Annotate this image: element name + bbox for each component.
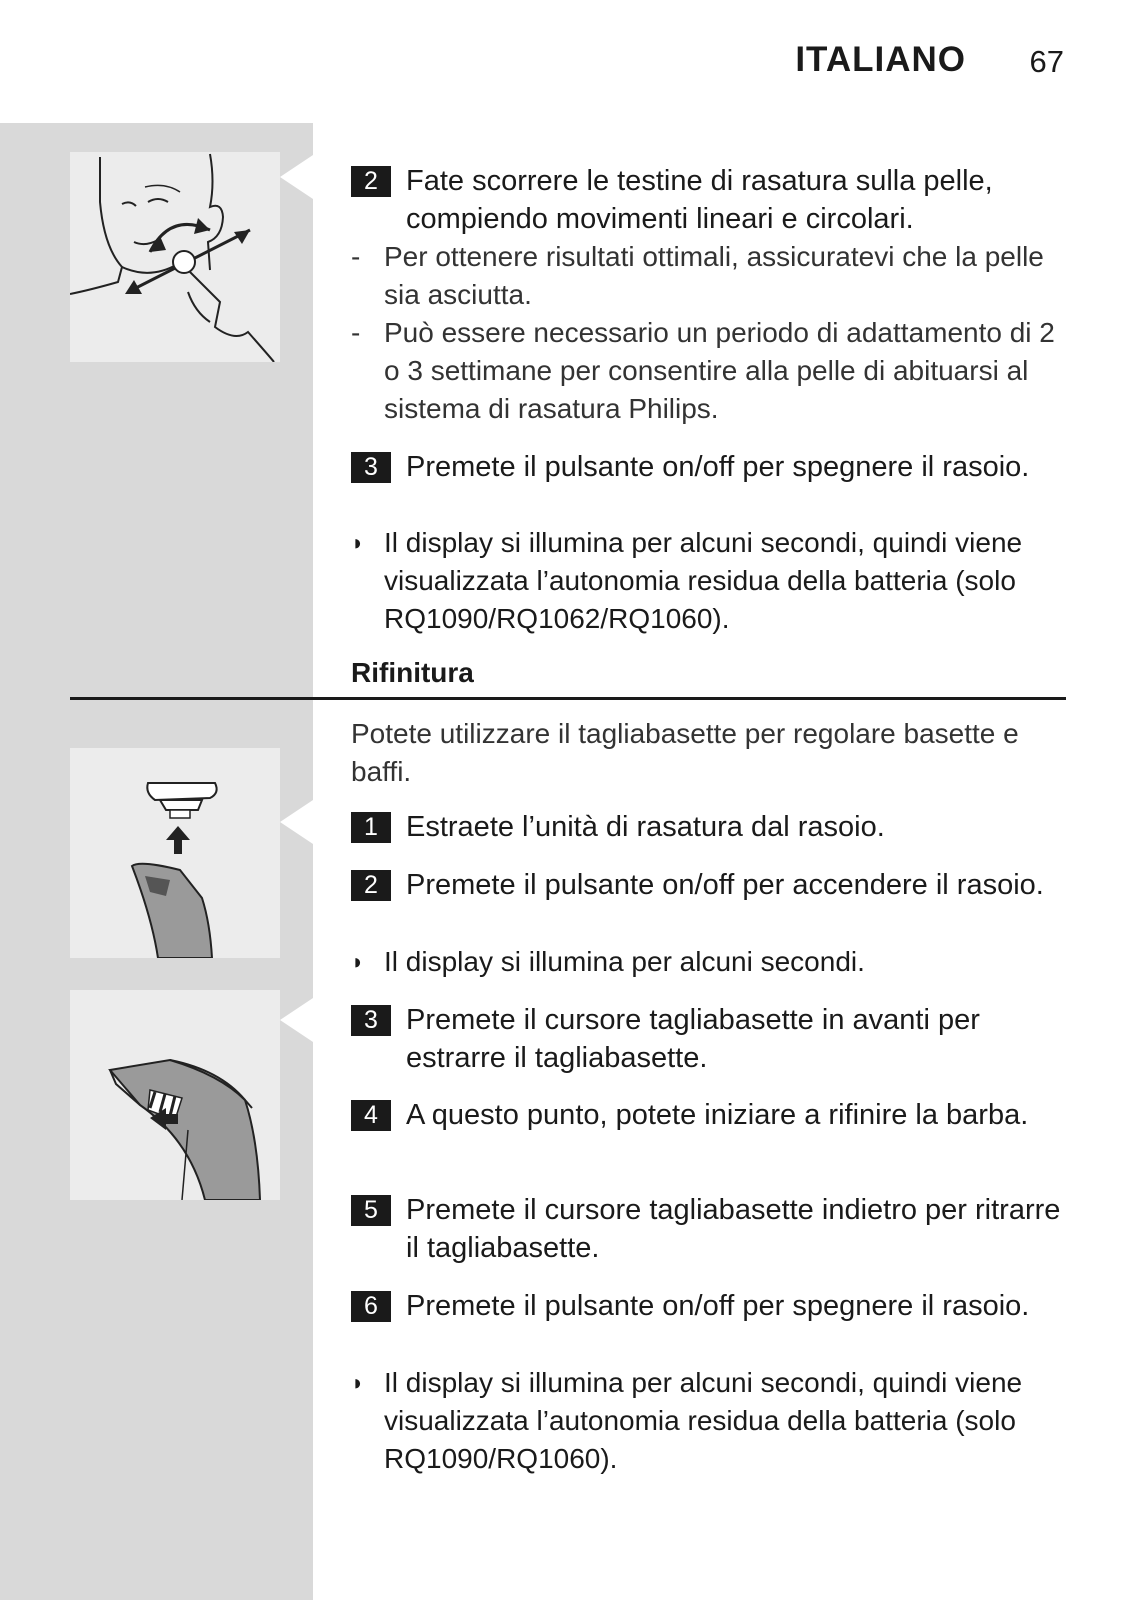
step-text: Premete il cursore tagliabasette in avanti per estrarre il tagliabasette. — [406, 1004, 980, 1074]
section-title: Rifinitura — [351, 657, 474, 688]
step-4-trim — [351, 1096, 1066, 1134]
step-number: 4 — [351, 1100, 391, 1131]
result-text: Il display si illumina per alcuni secondi, quindi viene visualizzata l’autonomia residua della batteria (solo RQ1090/RQ1060). — [384, 1367, 1023, 1474]
dash-mark: - — [351, 241, 361, 272]
step-5-retract-trimmer — [351, 1191, 1066, 1267]
step-number: 1 — [351, 812, 391, 843]
bullet-mark: ◗ — [351, 530, 365, 555]
step-number: 2 — [351, 870, 391, 901]
step-3-slide-trimmer — [351, 1001, 1066, 1077]
trimmer-slider-illustration — [70, 990, 280, 1200]
step-number: 5 — [351, 1195, 391, 1226]
figure-pointer — [280, 155, 313, 199]
step-text: Estraete l’unità di rasatura dal rasoio. — [406, 811, 885, 843]
step-1-remove-unit — [351, 808, 1066, 846]
tip-text: Può essere necessario un periodo di adattamento di 2 o 3 settimane per consentire alla pelle di abituarsi al sistema di rasatura Philips. — [384, 317, 1055, 424]
page-number: 67 — [1029, 44, 1064, 79]
step-text: Premete il cursore tagliabasette indietro per ritrarre il tagliabasette. — [406, 1194, 1061, 1264]
section-divider — [70, 697, 1066, 700]
step-text: Premete il pulsante on/off per accendere il rasoio. — [406, 869, 1044, 901]
step-number: 3 — [351, 1005, 391, 1036]
step-number: 3 — [351, 452, 391, 483]
bullet-mark: ◗ — [351, 1370, 365, 1395]
dash-mark: - — [351, 317, 361, 348]
language-label: ITALIANO — [795, 40, 966, 79]
step-2-shave — [351, 162, 1066, 238]
step-text: Premete il pulsante on/off per spegnere il rasoio. — [406, 1290, 1030, 1322]
step-3-switch-off — [351, 448, 1066, 486]
result-text: Il display si illumina per alcuni secondi, quindi viene visualizzata l’autonomia residua della batteria (solo RQ1090/RQ1062/RQ1060). — [384, 527, 1023, 634]
section-intro: Potete utilizzare il tagliabasette per regolare basette e baffi. — [351, 718, 1019, 787]
figure-pointer — [280, 998, 313, 1042]
tip-text: Per ottenere risultati ottimali, assicuratevi che la pelle sia asciutta. — [384, 241, 1044, 310]
tip-dry-skin — [351, 238, 1066, 314]
shaver-unit-drawing — [70, 748, 280, 958]
step-number: 6 — [351, 1291, 391, 1322]
result-display-battery-2 — [351, 1364, 1066, 1478]
result-text: Il display si illumina per alcuni secondi. — [384, 946, 865, 977]
figure-pointer — [280, 800, 313, 844]
step-text: Fate scorrere le testine di rasatura sulla pelle, compiendo movimenti lineari e circolari. — [406, 165, 993, 235]
step-6-switch-off — [351, 1287, 1066, 1325]
step-text: A questo punto, potete iniziare a rifinire la barba. — [406, 1099, 1029, 1131]
tip-adaptation — [351, 314, 1066, 428]
shaving-illustration — [70, 152, 280, 362]
step-2-switch-on — [351, 866, 1066, 904]
step-text: Premete il pulsante on/off per spegnere il rasoio. — [406, 451, 1030, 483]
face-shaving-drawing — [70, 152, 280, 362]
bullet-mark: ◗ — [351, 949, 365, 974]
step-number: 2 — [351, 166, 391, 197]
result-display-battery — [351, 524, 1066, 638]
trimmer-drawing — [70, 990, 280, 1200]
result-display-lights — [351, 943, 1066, 981]
remove-shaving-unit-illustration — [70, 748, 280, 958]
